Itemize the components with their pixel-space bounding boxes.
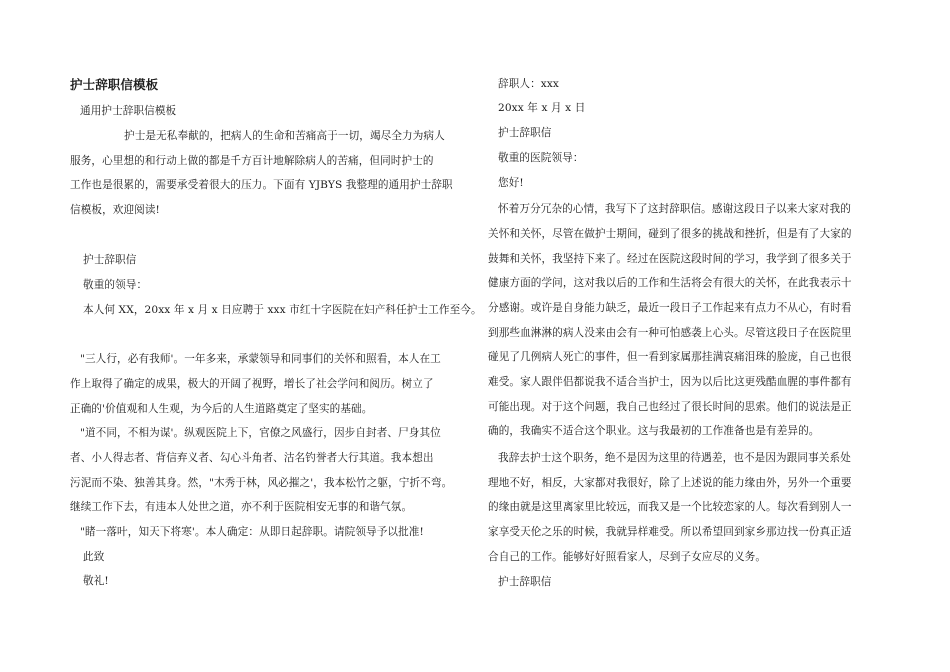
resigner-line: 辞职人：xxx (498, 78, 559, 90)
paragraph-line: 难受。家人跟伴侣都说我不适合当护士，因为以后比这更残酷血腥的事件都有 (488, 376, 852, 388)
closing-line: 此致 (83, 551, 105, 563)
paragraph-line: 鼓舞和关怀，我坚持下来了。经过在医院这段时间的学习，我学到了很多关于 (488, 253, 852, 265)
greeting: 您好! (498, 177, 524, 189)
subtitle: 通用护士辞职信模板 (80, 105, 177, 117)
paragraph-line: 到那些血淋淋的病人没来由会有一种可怕感袭上心头。尽管这段日子在医院里 (488, 327, 852, 339)
paragraph-line: "三人行，必有我师'。一年多来，承蒙领导和同事们的关怀和照看，本人在工 (80, 353, 441, 365)
paragraph-line: "睹一落叶，知天下将寒'。本人确定：从即日起辞职。请院领导予以批准! (80, 526, 424, 538)
paragraph-line: 作上取得了确定的成果，极大的开阔了视野，增长了社会学问和阅历。树立了 (70, 378, 434, 390)
intro-line: 服务，心里想的和行动上做的都是千方百计地解除病人的苦痛，但同时护士的 (70, 155, 434, 167)
paragraph-line: 污泥而不染、独善其身。然，"木秀于林，风必摧之'，我本松竹之躯，宁折不弯。 (70, 477, 453, 489)
salutation: 敬重的医院领导： (498, 152, 584, 164)
paragraph-line: 者、小人得志者、背信弃义者、勾心斗角者、沽名钓誉者大行其道。我本想出 (70, 452, 434, 464)
paragraph-line: 本人何 XX，20xx 年 x 月 x 日应聘于 xxx 市红十字医院在妇产科任护士工作至今。 (83, 304, 482, 316)
paragraph-line: 正确的'价值观和人生观，为今后的人生道路奠定了坚实的基础。 (70, 403, 373, 415)
intro-line: 工作也是很累的，需要承受着很大的压力。下面有 YJBYS 我整理的通用护士辞职 (70, 179, 453, 191)
letter-heading: 护士辞职信 (498, 127, 552, 139)
closing-line: 敬礼! (83, 575, 109, 587)
letter-heading: 护士辞职信 (83, 254, 137, 266)
footer-heading: 护士辞职信 (498, 576, 552, 588)
paragraph-line: 合自己的工作。能够好好照看家人，尽到子女应尽的义务。 (488, 551, 767, 563)
paragraph-line: 碰见了几例病人死亡的事件，但一看到家属那挂满哀痛泪珠的脸庞，自己也很 (488, 351, 852, 363)
paragraph-line: 家享受天伦之乐的时候，我就异样难受。所以希望回到家乡那边找一份真正适 (488, 526, 852, 538)
intro-line: 护士是无私奉献的，把病人的生命和苦痛高于一切，竭尽全力为病人 (124, 130, 445, 142)
paragraph-line: 确的，我确实不适合这个职业。这与我最初的工作准备也是有差异的。 (488, 425, 820, 437)
salutation: 敬重的领导： (83, 279, 148, 291)
paragraph-line: "道不同，不相为谋'。纵观医院上下，官僚之风盛行，因步自封者、尸身其位 (80, 427, 441, 439)
paragraph-line: 继续工作下去，有违本人处世之道，亦不利于医院相安无事的和谐气氛。 (70, 501, 413, 513)
paragraph-line: 的缘由就是这里离家里比较远，而我又是一个比较恋家的人。每次看到别人一 (488, 501, 852, 513)
paragraph-line: 我辞去护士这个职务，绝不是因为这里的待遇差，也不是因为跟同事关系处 (498, 452, 851, 464)
paragraph-line: 可能出现。对于这个问题，我自己也经过了很长时间的思索。他们的说法是正 (488, 401, 852, 413)
paragraph-line: 关怀和关怀，尽管在做护士期间，碰到了很多的挑战和挫折，但是有了大家的 (488, 228, 852, 240)
date-line: 20xx 年 x 月 x 日 (498, 102, 586, 114)
document-title: 护士辞职信模板 (70, 77, 159, 92)
paragraph-line: 健康方面的学问，这对我以后的工作和生活将会有很大的关怀，在此我表示十 (488, 277, 852, 289)
intro-line: 信模板，欢迎阅读! (70, 204, 160, 216)
paragraph-line: 分感谢。或许是自身能力缺乏，最近一段日子工作起来有点力不从心，有时看 (488, 302, 852, 314)
paragraph-line: 理地不好，相反，大家都对我很好，除了上述说的能力缘由外，另外一个重要 (488, 477, 852, 489)
paragraph-line: 怀着万分冗杂的心情，我写下了这封辞职信。感谢这段日子以来大家对我的 (498, 203, 851, 215)
